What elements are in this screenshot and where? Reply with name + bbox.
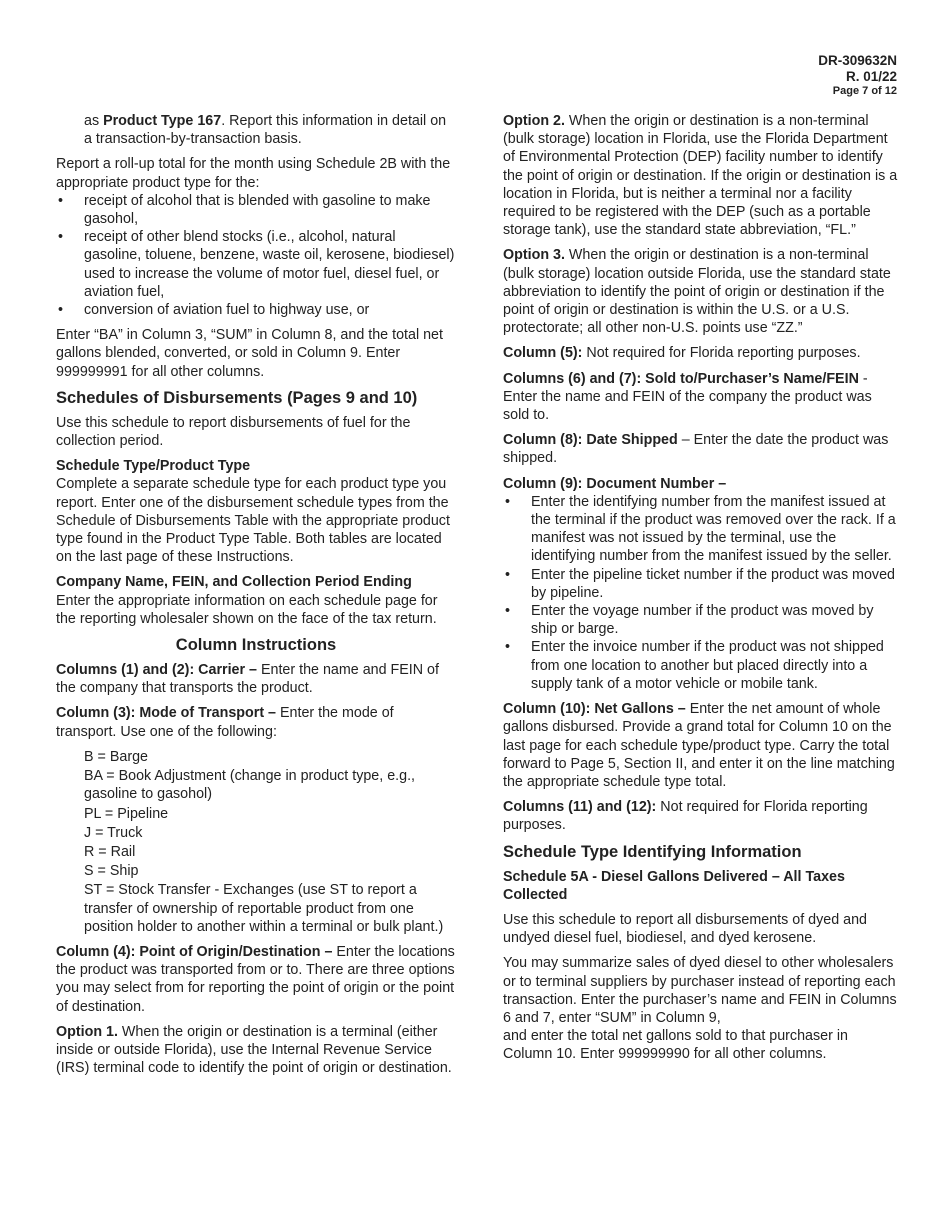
list-item: • Enter the identifying number from the manifest issued at the terminal if the product was removed over the rack. If a manifest was not issued by the terminal, use the identifying number from the manifest issued by the seller. bbox=[503, 493, 899, 566]
list-item: • conversion of aviation fuel to highway use, or bbox=[56, 301, 456, 319]
column-instructions-heading: Column Instructions bbox=[175, 636, 337, 655]
list-item: • Enter the pipeline ticket number if the product was moved by pipeline. bbox=[503, 566, 899, 602]
list-item: B = Barge bbox=[84, 748, 148, 765]
form-header bbox=[818, 53, 897, 98]
list-item: BA = Book Adjustment (change in product type, e.g., gasoline to gasohol) bbox=[84, 768, 416, 803]
column-8-paragraph: Column (8): Date Shipped – Enter the date the product was shipped. bbox=[503, 432, 889, 467]
left-column bbox=[56, 112, 456, 1084]
schedule-type-text: Complete a separate schedule type for each product type you report. Enter one of the disbursement schedule types from the Schedule of Disbursements Table with the appropriate product type found in the Product Type Table. Both tables are located on the last page of these Instructions. bbox=[56, 476, 450, 566]
list-item: • Enter the voyage number if the product was moved by ship or barge. bbox=[503, 602, 899, 638]
list-item: ST = Stock Transfer - Exchanges (use ST to report a transfer of ownership of reportable product from one position holder to another within a terminal or bulk plant.) bbox=[84, 882, 444, 935]
right-column bbox=[503, 112, 899, 1071]
company-text: Enter the appropriate information on each schedule page for the reporting wholesaler shown on the face of the tax return. bbox=[56, 592, 438, 627]
schedule-5a-text-2: You may summarize sales of dyed diesel to other wholesalers or to terminal suppliers by purchaser instead of reporting each transaction. Enter the purchaser’s name and FEIN in Columns 6 and 7, enter “SUM” in Column 9, bbox=[503, 955, 897, 1026]
disbursements-heading: Schedules of Disbursements (Pages 9 and 10) bbox=[56, 388, 418, 407]
page-number: Page 7 of 12 bbox=[832, 85, 897, 97]
product-type-continuation: as Product Type 167. Report this information in detail on a transaction-by-transaction basis. bbox=[84, 113, 447, 148]
option-2-paragraph: Option 2. When the origin or destination is a non-terminal (bulk storage) location in Florida, use the Florida Department of Environmental Protection (DEP) facility number to identify the point of origin or destination. If the origin or destination is a location in Florida, but is neither a terminal nor a facility required to be registered with the DEP (such as a portable storage tank), use the standard state abbreviation, “FL.” bbox=[503, 113, 898, 239]
option-3-paragraph: Option 3. When the origin or destination is a non-terminal (bulk storage) location outside Florida, use the standard state abbreviation to identify the point of origin or destination if the point of origin or destination is within the U.S. or a U.S. protectorate; all other non-U.S. points use “ZZ.” bbox=[503, 247, 891, 337]
column-9-heading: Column (9): Document Number – bbox=[503, 475, 727, 492]
schedule-type-identifying-heading: Schedule Type Identifying Information bbox=[503, 842, 802, 861]
rollup-list bbox=[56, 192, 456, 319]
schedule-5a-heading: Schedule 5A - Diesel Gallons Delivered – All Taxes Collected bbox=[503, 868, 845, 903]
disbursements-text: Use this schedule to report disbursements of fuel for the collection period. bbox=[56, 414, 411, 450]
company-heading: Company Name, FEIN, and Collection Period Ending bbox=[56, 574, 412, 591]
form-revision: R. 01/22 bbox=[845, 69, 897, 84]
transport-mode-list bbox=[56, 748, 456, 936]
schedule-5a-text-3: and enter the total net gallons sold to that purchaser in Column 10. Enter 999999990 for all other columns. bbox=[503, 1028, 848, 1063]
list-item: • Enter the invoice number if the product was not shipped from one location to another but placed directly into a supply tank of a motor vehicle or mobile tank. bbox=[503, 638, 899, 693]
list-item: J = Truck bbox=[84, 824, 143, 841]
form-number: DR-309632N bbox=[818, 53, 897, 68]
list-item: • receipt of other blend stocks (i.e., alcohol, natural gasoline, toluene, benzene, waste oil, kerosene, biodiesel) used to increase the volume of motor fuel, diesel fuel, or aviation fuel, bbox=[56, 228, 456, 301]
schedule-5a-text-1: Use this schedule to report all disbursements of dyed and undyed diesel fuel, biodiesel, and dyed kerosene. bbox=[503, 911, 867, 947]
schedule-type-heading: Schedule Type/Product Type bbox=[56, 458, 251, 475]
columns-6-7-paragraph: Columns (6) and (7): Sold to/Purchaser’s Name/FEIN - Enter the name and FEIN of the company the product was sold to. bbox=[503, 370, 872, 424]
enter-ba-paragraph: Enter “BA” in Column 3, “SUM” in Column 8, and the total net gallons blended, converted, or sold in Column 9. Enter 999999991 for all other columns. bbox=[56, 327, 443, 380]
column-4-paragraph: Column (4): Point of Origin/Destination – Enter the locations the product was transported from or to. There are three options you may select from for reporting the point of origin or the point of destination. bbox=[56, 943, 455, 1015]
list-item: S = Ship bbox=[84, 863, 139, 880]
column-3-paragraph: Column (3): Mode of Transport – Enter the mode of transport. Use one of the following: bbox=[56, 705, 394, 740]
list-item: • receipt of alcohol that is blended with gasoline to make gasohol, bbox=[56, 192, 456, 228]
option-1-paragraph: Option 1. When the origin or destination is a terminal (either inside or outside Florida), use the Internal Revenue Service (IRS) terminal code to identify the point of origin or destination. bbox=[56, 1023, 452, 1077]
column-10-paragraph: Column (10): Net Gallons – Enter the net amount of whole gallons disbursed. Provide a grand total for Column 10 on the last page for each schedule type/product type. Carry the total forward to Page 5, Section II, and enter it on the line matching the appropriate schedule type total. bbox=[503, 701, 895, 790]
columns-1-2-paragraph: Columns (1) and (2): Carrier – Enter the name and FEIN of the company that transports the product. bbox=[56, 662, 439, 697]
list-item: R = Rail bbox=[84, 843, 136, 860]
column-5-paragraph: Column (5): Not required for Florida reporting purposes. bbox=[503, 345, 861, 362]
columns-11-12-paragraph: Columns (11) and (12): Not required for Florida reporting purposes. bbox=[503, 799, 868, 834]
document-number-list bbox=[503, 493, 899, 693]
rollup-intro: Report a roll-up total for the month using Schedule 2B with the appropriate product type for the: bbox=[56, 156, 451, 191]
list-item: PL = Pipeline bbox=[84, 805, 169, 822]
